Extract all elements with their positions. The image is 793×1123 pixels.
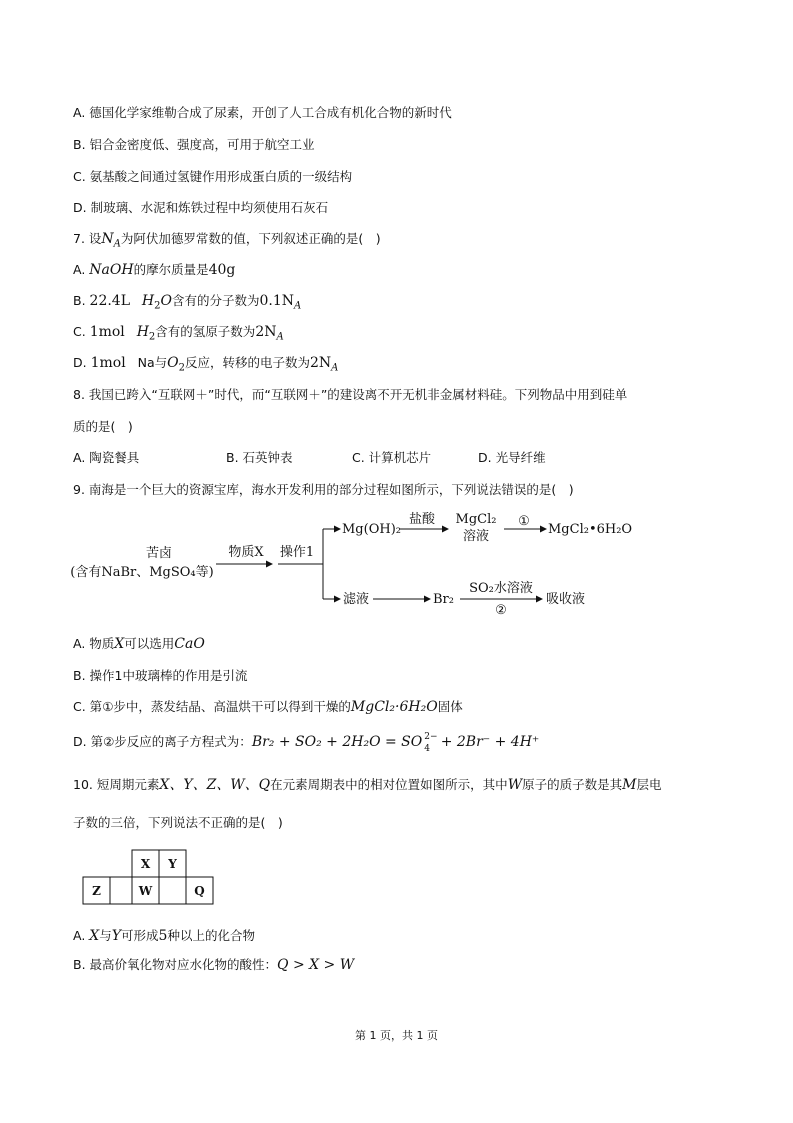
elem-q: Q <box>194 884 205 898</box>
page-footer: 第 1 页，共 1 页 <box>355 1029 438 1042</box>
flow-mgcl2: MgCl₂ <box>455 512 497 527</box>
cell-empty-2 <box>159 877 186 904</box>
q6-option-c: C. 氨基酸之间通过氢键作用形成蛋白质的一级结构 <box>73 169 353 184</box>
cell-empty-1 <box>110 877 132 904</box>
flow-op1: 操作1 <box>279 545 315 560</box>
q8-option-c: C. 计算机芯片 <box>352 450 432 465</box>
elem-y: Y <box>168 857 177 871</box>
q9-stem: 9. 南海是一个巨大的资源宝库，海水开发利用的部分过程如图所示，下列说法错误的是( ) <box>73 482 574 497</box>
flow-br2: Br₂ <box>433 592 454 607</box>
elem-w: W <box>138 884 153 898</box>
elem-z: Z <box>92 884 101 898</box>
flow-so2: SO₂水溶液 <box>469 581 533 596</box>
q8-options <box>73 449 733 467</box>
flow-reagent: 物质X <box>228 545 264 560</box>
flow-product2: 吸收液 <box>546 592 586 607</box>
flow-step2: ② <box>495 603 507 617</box>
q9-option-b: B. 操作1中玻璃棒的作用是引流 <box>73 668 248 683</box>
q8-option-b: B. 石英钟表 <box>226 450 293 465</box>
q10-stem-line1: 10. 短周期元素X、Y、Z、W、Q在元素周期表中的相对位置如图所示，其中W原子的质子数是其M层电 <box>73 777 662 793</box>
flow-filtrate: 滤液 <box>343 592 370 607</box>
flow-product1: MgCl₂•6H₂O <box>548 522 633 537</box>
q9-option-c: C. 第①步中，蒸发结晶、高温烘干可以得到干燥的MgCl₂·6H₂O固体 <box>73 699 463 715</box>
q10-option-a: A. X与Y可形成5种以上的化合物 <box>73 928 255 944</box>
q9-option-a: A. 物质X可以选用CaO <box>73 636 205 652</box>
flow-mgoh2: Mg(OH)₂ <box>342 522 401 537</box>
q8-stem-line1: 8. 我国已跨入“互联网＋”时代，而“互联网＋”的建设离不开无机非金属材料硅。下列物品中用到硅单 <box>73 387 628 402</box>
q7-option-c: C. 1mol $H_2$含有的氢原子数为$2N_A$ <box>73 324 284 343</box>
q8-stem-line2: 质的是( ) <box>73 419 133 434</box>
q8-option-d: D. 光导纤维 <box>478 450 546 465</box>
q10-stem-line2: 子数的三倍，下列说法不正确的是( ) <box>73 815 283 830</box>
flow-source: 苦卤 <box>145 546 173 561</box>
q10-option-b: B. 最高价氧化物对应水化物的酸性：Q > X > W <box>73 957 355 973</box>
q9-option-d: D. 第②步反应的离子方程式为：Br₂ + SO₂ + 2H₂O = SO 2− 4 + 2Br⁻ + 4H⁺ <box>73 732 540 754</box>
q8-option-a: A. 陶瓷餐具 <box>73 450 140 465</box>
q6-option-b: B. 铝合金密度低、强度高，可用于航空工业 <box>73 137 315 152</box>
flow-step1: ① <box>518 514 530 529</box>
q7-option-a: A. NaOH的摩尔质量是40g <box>73 262 236 278</box>
flow-solution: 溶液 <box>462 529 490 544</box>
q6-option-d: D. 制玻璃、水泥和炼铁过程中均须使用石灰石 <box>73 200 329 215</box>
q7-option-b: B. 22.4L $H_2O$含有的分子数为$0.1N_A$ <box>73 293 302 312</box>
q6-option-a: A. 德国化学家维勒合成了尿素，开创了人工合成有机化合物的新时代 <box>73 105 452 120</box>
q9-flow-diagram <box>68 505 668 617</box>
q7-stem: 7. 设$N_A$为阿伏加德罗常数的值，下列叙述正确的是( ) <box>73 231 381 250</box>
elem-x: X <box>140 857 151 871</box>
q10-periodic-table-fragment <box>80 848 216 906</box>
flow-hcl: 盐酸 <box>408 512 436 527</box>
flow-source-note: (含有NaBr、MgSO₄等) <box>70 565 214 580</box>
q7-option-d: D. 1mol Na与$O_2$反应，转移的电子数为$2N_A$ <box>73 355 339 374</box>
